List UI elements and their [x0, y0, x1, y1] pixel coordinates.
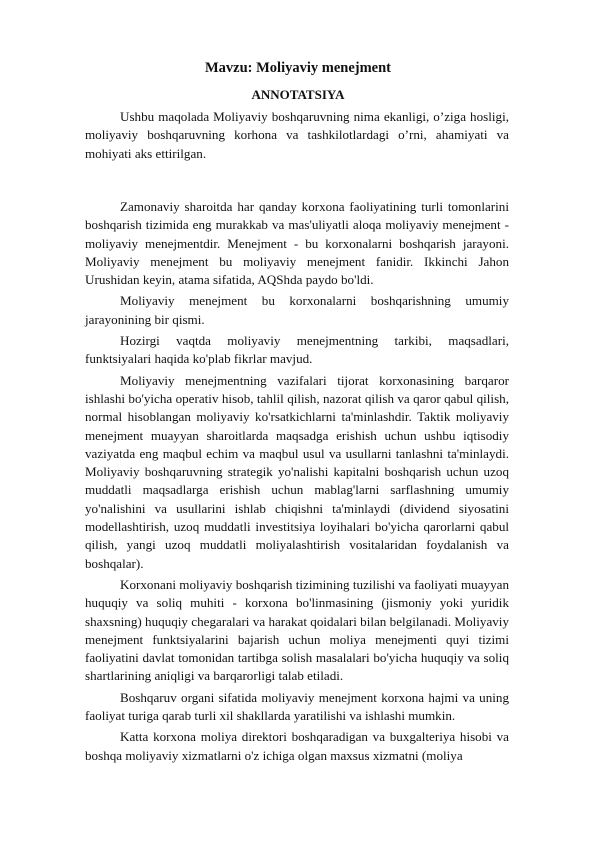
paragraph-7: Katta korxona moliya direktori boshqaradigan va buxgalteriya hisobi va boshqa moliyaviy xizmatlarni o'z ichiga olgan maxsus xizmatni (moliya	[85, 729, 509, 763]
paragraph-1: Zamonaviy sharoitda har qanday korxona faoliyatining turli tomonlarini boshqarish tizimida eng murakkab va mas'uliyatli aloqa moliyaviy menejment - moliyaviy menejmentdir. Menejment - bu korxonalarni boshqarish jarayoni. Moliyaviy menejment bu moliyaviy menejment fanidir. Ikkinchi Jahon Urushidan keyin, atama sifatida, AQShda paydo bo'ldi.	[85, 199, 509, 288]
paragraph-2: Moliyaviy menejment bu korxonalarni boshqarishning umumiy jarayonining bir qismi.	[85, 293, 509, 327]
abstract-section	[85, 108, 509, 166]
main-text	[85, 198, 509, 768]
page-title: Mavzu: Moliyaviy menejment	[204, 60, 392, 76]
abstract-text: Ushbu maqolada Moliyaviy boshqaruvning nima ekanligi, o’ziga hosligi, moliyaviy boshqaruvning korhona va tashkilotlardagi o’rni, ahamiyati va mohiyati aks ettirilgan.	[85, 109, 509, 161]
paragraph-4: Moliyaviy menejmentning vazifalari tijorat korxonasining barqaror ishlashi bo'yicha operativ hisob, tahlil qilish, nazorat qilish va qaror qabul qilish, normal hisoblangan moliyaviy ko'rsatkichlarni ta'minlashdir. Taktik moliyaviy menejment muayyan sharoitlarda maqsadga erishish uchun ushbu iqtisodiy vaziyatda eng maqbul echim va maqbul usul va usullarni tanlashni ta'minlaydi. Moliyaviy boshqaruvning strategik yo'nalishi kapitalni boshqarish uchun uzoq muddatli maqsadlarga erishish uchun mablag'larni sarflashning umumiy yo'nalishini va usullarini ishlab chiqishni ta'minlaydi (dividend siyosatini modellashtirish, uzoq muddatli investitsiya loyihalari bo'yicha qarorlarni qabul qilish, yangi uzoq muddatli moliyalashtirish vositalaridan foydalanish va boshqalar).	[85, 372, 509, 571]
paragraph-3: Hozirgi vaqtda moliyaviy menejmentning tarkibi, maqsadlari, funktsiyalari haqida ko'plab fikrlar mavjud.	[85, 333, 509, 367]
paragraph-5: Korxonani moliyaviy boshqarish tizimining tuzilishi va faoliyati muayyan huquqiy va soliq muhiti - korxona bo'linmasining (jismoniy yoki yuridik shaxsning) huquqiy chegaralari va harakat qoidalari bilan belgilanadi. Moliyaviy menejment funktsiyalarini bajarish uchun moliya menejmenti quyi tizimi faoliyatini davlat tomonidan tartibga solish masalalari bo'yicha huquqiy va soliq shartlarining aniqligi va barqarorligi talab etiladi.	[85, 576, 509, 684]
paragraph-6: Boshqaruv organi sifatida moliyaviy menejment korxona hajmi va uning faoliyat turiga qarab turli xil shakllarda yaratilishi va ishlashi mumkin.	[85, 689, 509, 724]
abstract-heading: ANNOTATSIYA	[251, 87, 345, 102]
